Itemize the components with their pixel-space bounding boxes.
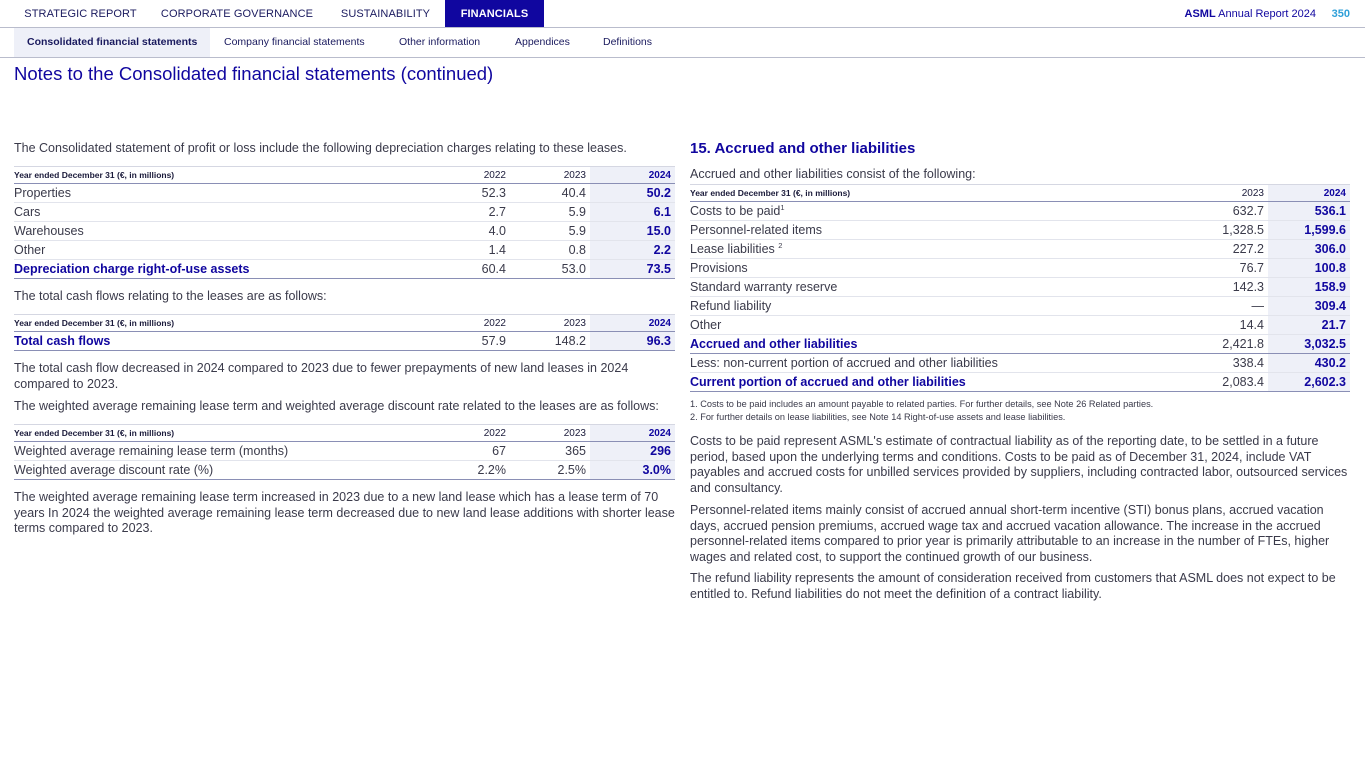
row-label-text: Provisions xyxy=(690,261,748,275)
table-header-row xyxy=(14,425,675,442)
table-row xyxy=(690,316,1350,335)
tab-sustainability[interactable]: SUSTAINABILITY xyxy=(340,8,431,20)
footnote-2: 2. For further details on lease liabilities, see Note 14 Right-of-use assets and lease liabilities. xyxy=(690,412,1066,422)
table-row xyxy=(690,354,1350,373)
value-2023: 0.8 xyxy=(510,241,590,260)
row-label: Properties xyxy=(14,184,414,203)
value-2023: 365 xyxy=(510,442,590,461)
value-2023: 76.7 xyxy=(1183,259,1268,278)
tab-corporate-governance[interactable]: CORPORATE GOVERNANCE xyxy=(160,8,314,20)
table-header-row xyxy=(14,315,675,332)
table-total-row xyxy=(690,373,1350,392)
footnote-ref: 1 xyxy=(780,202,785,212)
depreciation-table xyxy=(14,166,675,279)
value-2023: 53.0 xyxy=(510,260,590,279)
tab-financials[interactable]: FINANCIALS xyxy=(445,0,544,27)
value-2023: 2,083.4 xyxy=(1183,373,1268,392)
column-header-2023: 2023 xyxy=(1183,185,1268,202)
subtab-definitions[interactable]: Definitions xyxy=(603,36,653,48)
value-2024: 158.9 xyxy=(1268,278,1350,297)
subtab-company-financial-statements[interactable]: Company financial statements xyxy=(224,36,365,48)
row-label: Cars xyxy=(14,203,414,222)
value-2023: 148.2 xyxy=(510,332,590,351)
value-2024: 73.5 xyxy=(590,260,675,279)
accrued-intro: Accrued and other liabilities consist of the following: xyxy=(690,167,976,181)
value-2023: 14.4 xyxy=(1183,316,1268,335)
weighted-average-note: The weighted average remaining lease term increased in 2023 due to a new land lease which has a lease term of 70 years In 2024 the weighted average remaining lease term decreased due to new land lease additions with shorter lease terms compared to 2023. xyxy=(14,490,675,535)
value-2024: 306.0 xyxy=(1268,240,1350,259)
column-header-2022: 2022 xyxy=(414,425,510,442)
column-header-label: Year ended December 31 (€, in millions) xyxy=(14,425,414,442)
value-2024: 15.0 xyxy=(590,222,675,241)
value-2024: 100.8 xyxy=(1268,259,1350,278)
cash-flow-intro: The total cash flows relating to the leases are as follows: xyxy=(14,289,327,303)
value-2024: 296 xyxy=(590,442,675,461)
brand-report-title: Annual Report 2024 xyxy=(1218,8,1316,20)
tab-strategic-report[interactable]: STRATEGIC REPORT xyxy=(24,8,137,20)
value-2023: 632.7 xyxy=(1183,202,1268,221)
table-total-row xyxy=(14,332,675,351)
row-label xyxy=(690,297,1183,316)
footnote-1: 1. Costs to be paid includes an amount payable to related parties. For further details, see Note 26 Related parties. xyxy=(690,399,1154,409)
value-2022: 67 xyxy=(414,442,510,461)
cash-flow-note: The total cash flow decreased in 2024 compared to 2023 due to fewer prepayments of new land leases in 2024 compared to 2023. xyxy=(14,361,629,391)
row-label: Weighted average remaining lease term (months) xyxy=(14,442,414,461)
value-2024: 1,599.6 xyxy=(1268,221,1350,240)
table-row xyxy=(690,240,1350,259)
column-header-2024: 2024 xyxy=(590,425,675,442)
value-2023: 142.3 xyxy=(1183,278,1268,297)
table-row xyxy=(690,259,1350,278)
row-label xyxy=(690,278,1183,297)
row-label: Less: non-current portion of accrued and other liabilities xyxy=(690,354,1183,373)
value-2024: 309.4 xyxy=(1268,297,1350,316)
row-label-text: Standard warranty reserve xyxy=(690,280,838,294)
column-header-label: Year ended December 31 (€, in millions) xyxy=(690,185,1183,202)
value-2024: 2,602.3 xyxy=(1268,373,1350,392)
value-2022: 1.4 xyxy=(414,241,510,260)
value-2023: 2.5% xyxy=(510,461,590,480)
value-2023: 5.9 xyxy=(510,203,590,222)
weighted-average-intro: The weighted average remaining lease term and weighted average discount rate related to the leases are as follows: xyxy=(14,399,659,413)
row-label: Weighted average discount rate (%) xyxy=(14,461,414,480)
value-2024: 3,032.5 xyxy=(1268,335,1350,354)
value-2023: 40.4 xyxy=(510,184,590,203)
page-number: 350 xyxy=(1331,8,1350,20)
weighted-average-table xyxy=(14,424,675,480)
table-row xyxy=(690,221,1350,240)
value-2024: 3.0% xyxy=(590,461,675,480)
value-2023: 227.2 xyxy=(1183,240,1268,259)
row-label xyxy=(690,259,1183,278)
row-label: Warehouses xyxy=(14,222,414,241)
table-header-row xyxy=(690,185,1350,202)
personnel-items-paragraph: Personnel-related items mainly consist of accrued annual short-term incentive (STI) bonus plans, accrued vacation days, accrued pension premiums, accrued wage tax and accrued vacation allowance. The increase in the accrued personnel-related items compared to prior year is primarily attributable to an increase in the number of FTEs, higher wages and related cost, to support the continued growth of our business. xyxy=(690,503,1330,564)
costs-to-be-paid-paragraph: Costs to be paid represent ASML's estimate of contractual liability as of the reporting date, to be settled in a future period, based upon the underlying terms and conditions. Costs to be paid as of December 31, 2024, include VAT payables and accrued costs for unbilled services provided by suppliers, including contracted labor, outsourced services and consultancy. xyxy=(690,434,1348,495)
report-brand xyxy=(1185,0,1316,28)
value-2024: 50.2 xyxy=(590,184,675,203)
value-2024: 6.1 xyxy=(590,203,675,222)
row-label xyxy=(690,316,1183,335)
top-navigation xyxy=(0,0,1365,28)
table-total-row xyxy=(690,335,1350,354)
table-row xyxy=(690,202,1350,221)
value-2023: — xyxy=(1183,297,1268,316)
row-label-text: Personnel-related items xyxy=(690,223,823,237)
column-header-2022: 2022 xyxy=(414,167,510,184)
value-2024: 536.1 xyxy=(1268,202,1350,221)
value-2022: 4.0 xyxy=(414,222,510,241)
row-label-text: Refund liability xyxy=(690,299,772,313)
value-2023: 5.9 xyxy=(510,222,590,241)
table-row xyxy=(14,184,675,203)
row-label-text: Other xyxy=(690,318,722,332)
subtab-other-information[interactable]: Other information xyxy=(399,36,481,48)
row-label: Total cash flows xyxy=(14,332,414,351)
row-label: Depreciation charge right-of-use assets xyxy=(14,260,414,279)
row-label-text: Costs to be paid xyxy=(690,204,781,218)
column-header-label: Year ended December 31 (€, in millions) xyxy=(14,167,414,184)
page-title: Notes to the Consolidated financial statements (continued) xyxy=(14,63,494,84)
column-header-label: Year ended December 31 (€, in millions) xyxy=(14,315,414,332)
column-header-2024: 2024 xyxy=(590,167,675,184)
value-2022: 2.7 xyxy=(414,203,510,222)
sub-navigation xyxy=(0,28,1365,58)
row-label xyxy=(690,202,1183,221)
row-label: Accrued and other liabilities xyxy=(690,335,1183,354)
row-label xyxy=(690,240,1183,259)
value-2022: 57.9 xyxy=(414,332,510,351)
value-2024: 96.3 xyxy=(590,332,675,351)
row-label: Other xyxy=(14,241,414,260)
depreciation-intro: The Consolidated statement of profit or loss include the following depreciation charges relating to these leases. xyxy=(14,141,627,155)
value-2022: 60.4 xyxy=(414,260,510,279)
table-row xyxy=(690,278,1350,297)
column-header-2024: 2024 xyxy=(1268,185,1350,202)
column-header-2024: 2024 xyxy=(590,315,675,332)
value-2024: 2.2 xyxy=(590,241,675,260)
row-label xyxy=(690,221,1183,240)
value-2022: 2.2% xyxy=(414,461,510,480)
table-header-row xyxy=(14,167,675,184)
value-2023: 1,328.5 xyxy=(1183,221,1268,240)
value-2024: 430.2 xyxy=(1268,354,1350,373)
section-heading: 15. Accrued and other liabilities xyxy=(690,140,916,157)
column-header-2023: 2023 xyxy=(510,315,590,332)
table-row xyxy=(14,241,675,260)
value-2022: 52.3 xyxy=(414,184,510,203)
brand-name: ASML xyxy=(1184,8,1216,20)
column-header-2023: 2023 xyxy=(510,167,590,184)
row-label: Current portion of accrued and other liabilities xyxy=(690,373,1183,392)
accrued-liabilities-table xyxy=(690,184,1350,392)
table-total-row xyxy=(14,260,675,279)
value-2023: 2,421.8 xyxy=(1183,335,1268,354)
refund-liability-paragraph: The refund liability represents the amount of consideration received from customers that ASML does not expect to be entitled to. Refund liabilities do not meet the definition of a contract liability. xyxy=(690,571,1336,601)
column-header-2023: 2023 xyxy=(510,425,590,442)
cash-flow-table xyxy=(14,314,675,351)
table-row xyxy=(14,461,675,480)
table-row xyxy=(14,442,675,461)
subtab-appendices[interactable]: Appendices xyxy=(515,36,570,48)
subtab-consolidated-financial-statements[interactable]: Consolidated financial statements xyxy=(14,28,210,57)
footnote-ref: 2 xyxy=(778,240,783,250)
column-header-2022: 2022 xyxy=(414,315,510,332)
table-row xyxy=(690,297,1350,316)
value-2023: 338.4 xyxy=(1183,354,1268,373)
row-label-text: Lease liabilities xyxy=(690,242,775,256)
value-2024: 21.7 xyxy=(1268,316,1350,335)
table-row xyxy=(14,222,675,241)
table-row xyxy=(14,203,675,222)
